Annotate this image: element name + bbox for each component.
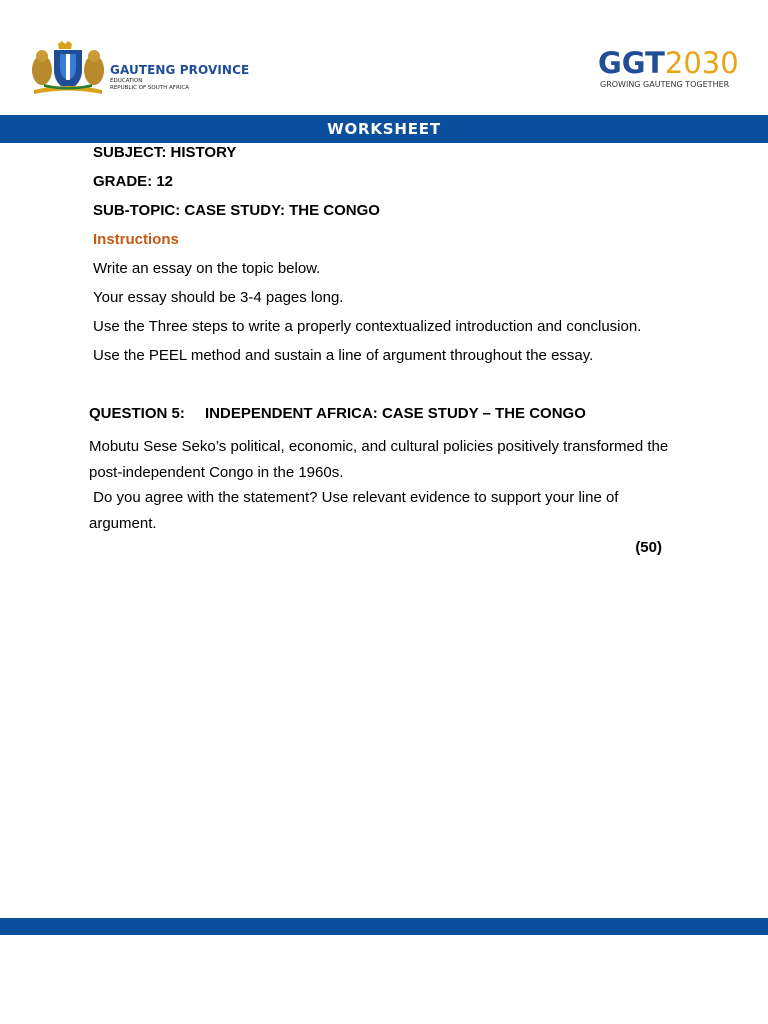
province-country: REPUBLIC OF SOUTH AFRICA: [110, 85, 189, 91]
province-name: GAUTENG PROVINCE: [110, 63, 250, 77]
subtopic-line: SUB-TOPIC: CASE STUDY: THE CONGO: [93, 202, 380, 219]
instruction-item: Your essay should be 3-4 pages long.: [93, 289, 344, 306]
instruction-item: Use the PEEL method and sustain a line of argument throughout the essay.: [93, 347, 594, 364]
instruction-item: Write an essay on the topic below.: [93, 260, 321, 277]
subject-line: SUBJECT: HISTORY: [93, 144, 237, 161]
province-department: EDUCATION: [110, 78, 143, 84]
ggt2030-logo: [598, 46, 740, 94]
instructions-heading: Instructions: [93, 231, 179, 248]
worksheet-banner: WORKSHEET: [0, 115, 768, 143]
ggt-year: 2030: [664, 46, 739, 80]
grade-line: GRADE: 12: [93, 173, 174, 190]
question-marks: (50): [635, 539, 662, 556]
ggt-prefix: GGT: [598, 46, 665, 80]
footer-bar: [0, 918, 768, 935]
ggt-tagline: GROWING GAUTENG TOGETHER: [600, 80, 730, 89]
ggt2030-wordmark: [598, 46, 739, 80]
coat-of-arms-icon: [30, 40, 106, 96]
gauteng-province-logo: [30, 40, 250, 96]
instruction-item: Use the Three steps to write a properly contextualized introduction and conclusion.: [93, 318, 642, 335]
question-statement: Mobutu Sese Seko’s political, economic, and cultural policies positively transformed the post-independent Congo in the 1960s.: [89, 438, 669, 481]
question-title: INDEPENDENT AFRICA: CASE STUDY – THE CONGO: [205, 405, 586, 422]
question-number: QUESTION 5:: [89, 405, 185, 422]
question-prompt: Do you agree with the statement? Use relevant evidence to support your line of argument.: [89, 489, 619, 532]
